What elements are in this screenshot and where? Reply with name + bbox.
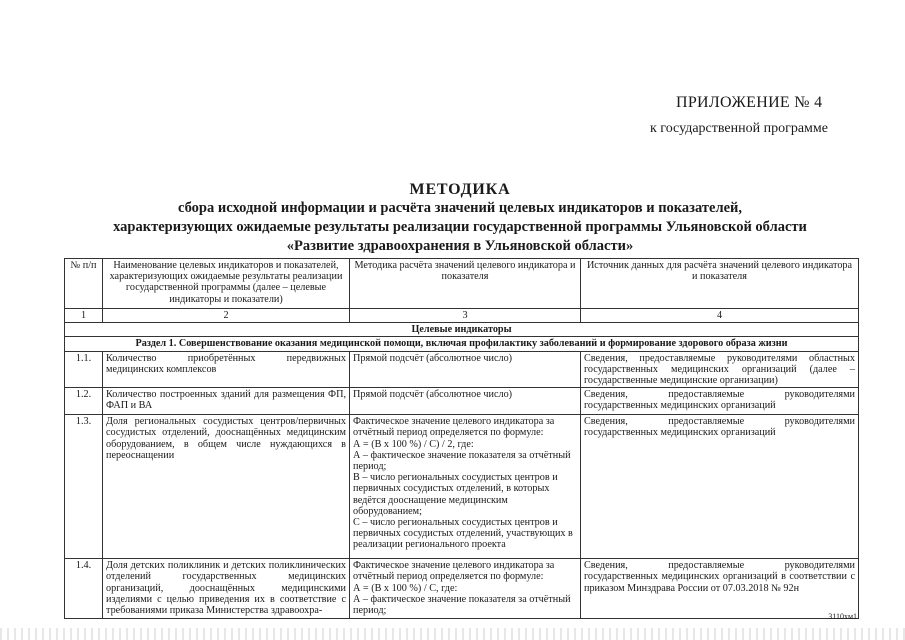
table-row	[65, 388, 859, 415]
column-number-row	[65, 309, 859, 323]
table-row	[65, 559, 859, 619]
row-indicator-name: Доля региональных сосудистых центров/первичных сосудистых отделений, дооснащённых медицинским оборудованием, в общем числе нуждающихся в переоснащении	[103, 415, 350, 559]
footer-code: 3110хм1	[828, 612, 857, 621]
column-number: 2	[103, 309, 350, 323]
row-source: Сведения, предоставляемые руководителями государственных медицинских организаций	[581, 415, 859, 559]
heading-line-2: сбора исходной информации и расчёта значений целевых индикаторов и показателей,	[177, 200, 742, 216]
header-num: № п/п	[65, 259, 103, 309]
heading-line-3: характеризующих ожидаемые результаты реализации государственной программы Ульяновской области	[113, 219, 807, 235]
header-source: Источник данных для расчёта значений целевого индикатора и показателя	[581, 259, 859, 309]
header-method: Методика расчёта значений целевого индикатора и показателя	[350, 259, 581, 309]
row-source: Сведения, предоставляемые руководителями областных государственных медицинских организаций (далее – государственные медицинские организации)	[581, 351, 859, 388]
column-number: 3	[350, 309, 581, 323]
column-number: 1	[65, 309, 103, 323]
row-num: 1.2.	[65, 388, 103, 415]
group-title-row	[65, 323, 859, 337]
indicators-table	[64, 258, 859, 619]
section-title: Раздел 1. Совершенствование оказания медицинской помощи, включая профилактику заболеваний и формирование здорового образа жизни	[65, 337, 859, 351]
row-method: Фактическое значение целевого индикатора за отчётный период определяется по формуле: А = (В х 100 %) / С) / 2, где: А – фактическое значение показателя за отчётный период; В – число региональных сосудистых центров и первичных сосудистых отделений, в которых ведётся дооснащение медицинским оборудованием; С – число региональных сосудистых центров и первичных сосудистых отделений, участвующих в реализации регионального проекта	[350, 415, 581, 559]
table-row	[65, 415, 859, 559]
row-num: 1.4.	[65, 559, 103, 619]
row-indicator-name: Количество построенных зданий для размещения ФП, ФАП и ВА	[103, 388, 350, 415]
column-number: 4	[581, 309, 859, 323]
heading-line-4: «Развитие здравоохранения в Ульяновской области»	[286, 238, 634, 254]
row-method: Прямой подсчёт (абсолютное число)	[350, 388, 581, 415]
row-num: 1.3.	[65, 415, 103, 559]
table-row	[65, 351, 859, 388]
scan-edge	[0, 628, 905, 640]
table-header-row	[65, 259, 859, 309]
document-heading	[60, 180, 860, 256]
row-source: Сведения, предоставляемые руководителями государственных медицинских организаций	[581, 388, 859, 415]
attachment-subtitle: к государственной программе	[650, 121, 828, 136]
section-title-row	[65, 337, 859, 351]
row-method: Фактическое значение целевого индикатора за отчётный период определяется по формуле: А = (В х 100 %) / С, где: А – фактическое значение показателя за отчётный период;	[350, 559, 581, 619]
row-method: Прямой подсчёт (абсолютное число)	[350, 351, 581, 388]
group-title: Целевые индикаторы	[65, 323, 859, 337]
heading-title: МЕТОДИКА	[409, 181, 511, 198]
row-num: 1.1.	[65, 351, 103, 388]
row-indicator-name: Доля детских поликлиник и детских поликлинических отделений государственных медицинских организаций, дооснащённых медицинскими изделиями с целью приведения их в соответствие с требованиями приказа Министерства здравоохра-	[103, 559, 350, 619]
attachment-title: ПРИЛОЖЕНИЕ № 4	[676, 94, 823, 111]
row-indicator-name: Количество приобретённых передвижных медицинских комплексов	[103, 351, 350, 388]
header-indicator-name: Наименование целевых индикаторов и показателей, характеризующих ожидаемые результаты реализации государственной программы (далее – целевые индикаторы и показатели)	[103, 259, 350, 309]
row-source: Сведения, предоставляемые руководителями государственных медицинских организаций в соответствии с приказом Минздрава России от 07.03.2018 № 92н	[581, 559, 859, 619]
